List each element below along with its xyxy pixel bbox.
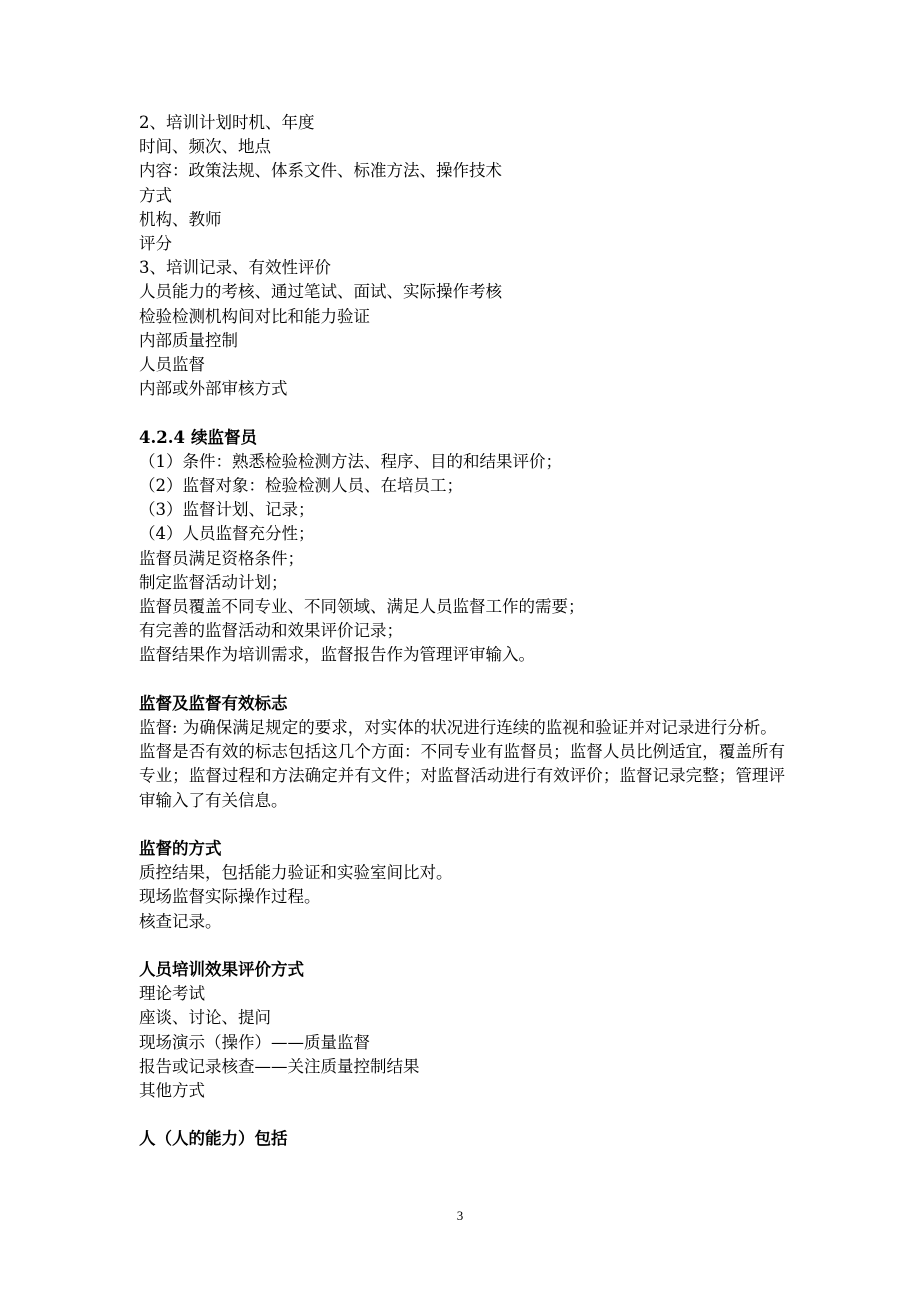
- text-line: 监督员覆盖不同专业、不同领域、满足人员监督工作的需要；: [139, 597, 585, 617]
- text-line: 理论考试: [139, 984, 205, 1004]
- section-heading: 监督及监督有效标志: [139, 693, 288, 713]
- section-number: 4.2.4: [139, 427, 185, 447]
- text-line: 3、培训记录、有效性评价: [139, 258, 331, 278]
- spacer: [139, 813, 789, 837]
- text-line: 机构、教师: [139, 209, 222, 229]
- spacer: [139, 668, 789, 692]
- text-line: 报告或记录核查——关注质量控制结果: [139, 1056, 420, 1076]
- training-evaluation-section: [139, 958, 789, 1103]
- text-line: 人员监督: [139, 355, 205, 375]
- text-line: （2）监督对象：检验检测人员、在培员工；: [139, 476, 463, 496]
- text-line: 制定监督活动计划；: [139, 572, 288, 592]
- text-line: 2、培训计划时机、年度: [139, 113, 315, 132]
- text-line: 现场监督实际操作过程。: [139, 887, 321, 907]
- text-line: 内部或外部审核方式: [139, 379, 288, 399]
- section-heading: 监督的方式: [139, 839, 222, 859]
- effective-supervision-section: [139, 692, 789, 813]
- spacer: [139, 934, 789, 958]
- text-line: 质控结果，包括能力验证和实验室间比对。: [139, 863, 453, 883]
- text-line: （1）条件：熟悉检验检测方法、程序、目的和结果评价；: [139, 451, 562, 471]
- page-content: [139, 111, 789, 1152]
- training-section: [139, 111, 789, 401]
- spacer: [139, 401, 789, 425]
- text-line: 座谈、讨论、提问: [139, 1008, 271, 1028]
- section-title: 续监督员: [190, 427, 257, 447]
- text-line: 检验检测机构间对比和能力验证: [139, 306, 370, 326]
- paragraph: 监督: 为确保满足规定的要求，对实体的状况进行连续的监视和验证并对记录进行分析。: [139, 718, 777, 738]
- text-line: 人员能力的考核、通过笔试、面试、实际操作考核: [139, 282, 502, 302]
- supervision-methods-section: [139, 837, 789, 934]
- ability-section: [139, 1127, 789, 1151]
- paragraph: 监督是否有效的标志包括这几个方面：不同专业有监督员；监督人员比例适宜，覆盖所有专业；监督过程和方法确定并有文件；对监督活动进行有效评价；监督记录完整；管理评审输入了有关信息。: [139, 742, 785, 810]
- text-line: 现场演示（操作）——质量监督: [139, 1032, 370, 1052]
- text-line: 内部质量控制: [139, 330, 238, 350]
- page-number: 3: [456, 1208, 464, 1223]
- text-line: 监督结果作为培训需求，监督报告作为管理评审输入。: [139, 645, 535, 665]
- text-line: 其他方式: [139, 1081, 205, 1101]
- text-line: 内容：政策法规、体系文件、标准方法、操作技术: [139, 161, 502, 181]
- section-heading: 人员培训效果评价方式: [139, 960, 304, 980]
- section-heading: [139, 426, 789, 450]
- section-heading: 人（人的能力）包括: [139, 1129, 288, 1149]
- text-line: 方式: [139, 185, 172, 205]
- supervisor-section: [139, 426, 789, 668]
- text-line: 评分: [139, 234, 172, 254]
- spacer: [139, 1103, 789, 1127]
- text-line: 时间、频次、地点: [139, 137, 271, 157]
- text-line: （4）人员监督充分性；: [139, 524, 315, 544]
- text-line: 有完善的监督活动和效果评价记录；: [139, 621, 403, 641]
- text-line: 核查记录。: [139, 911, 222, 931]
- text-line: （3）监督计划、记录；: [139, 500, 315, 520]
- text-line: 监督员满足资格条件；: [139, 548, 304, 568]
